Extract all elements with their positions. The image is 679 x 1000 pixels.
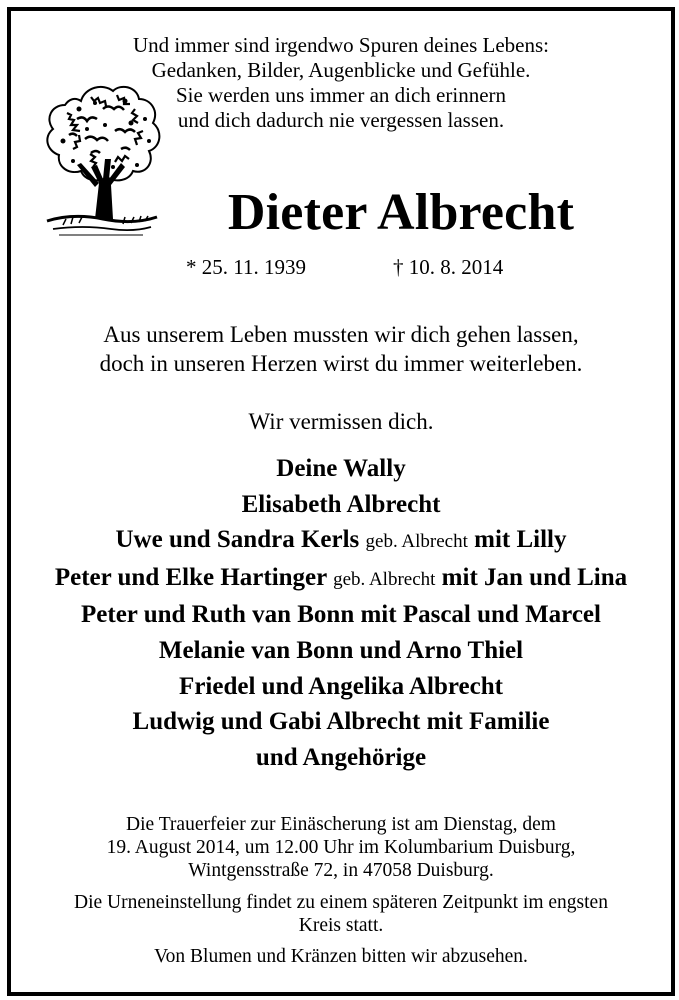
ceremony-line: Die Trauerfeier zur Einäscherung ist am Dienstag, dem xyxy=(126,814,556,835)
obituary-notice xyxy=(7,7,675,996)
mourner-line: Peter und Ruth van Bonn mit Pascal und Marcel xyxy=(81,601,601,629)
death-date: † 10. 8. 2014 xyxy=(393,255,504,279)
verse-line: Gedanken, Bilder, Augenblicke und Gefühle. xyxy=(151,58,531,82)
deceased-name: Dieter Albrecht xyxy=(227,184,575,241)
mourner-name: Uwe und Sandra Kerls xyxy=(115,526,360,554)
verse-line: und dich dadurch nie vergessen lassen. xyxy=(177,108,505,132)
verse-line: Sie werden uns immer an dich erinnern xyxy=(175,83,507,107)
ceremony-line: Wintgensstraße 72, in 47058 Duisburg. xyxy=(188,860,494,881)
mourners-list xyxy=(11,451,671,775)
mourner-line: und Angehörige xyxy=(255,743,427,771)
urn-line: Kreis statt. xyxy=(298,915,384,936)
maiden-name: geb. Albrecht xyxy=(333,568,436,590)
mourner-child: mit Jan und Lina xyxy=(441,563,628,591)
flowers-note: Von Blumen und Kränzen bitten wir abzusehen. xyxy=(154,946,528,967)
mourner-name: Peter und Elke Hartinger xyxy=(54,563,327,591)
maiden-name: geb. Albrecht xyxy=(365,531,468,553)
mourner-line: Elisabeth Albrecht xyxy=(241,490,441,518)
mourner-line xyxy=(11,522,671,560)
miss-you-text: Wir vermissen dich. xyxy=(248,409,434,434)
mourner-line: Melanie van Bonn und Arno Thiel xyxy=(158,636,524,664)
mourner-line: Deine Wally xyxy=(276,455,406,482)
urn-info xyxy=(11,891,671,937)
verse-line: Und immer sind irgendwo Spuren deines Lebens: xyxy=(132,33,550,57)
farewell-text xyxy=(11,320,671,378)
ceremony-line: 19. August 2014, um 12.00 Uhr im Kolumbarium Duisburg, xyxy=(106,837,576,858)
mourner-line: Friedel und Angelika Albrecht xyxy=(179,672,503,700)
mourner-line: Ludwig und Gabi Albrecht mit Familie xyxy=(132,708,550,736)
ceremony-info xyxy=(11,813,671,882)
birth-date: * 25. 11. 1939 xyxy=(186,255,306,279)
farewell-line: Aus unserem Leben mussten wir dich gehen lassen, xyxy=(103,322,579,347)
urn-line: Die Urneneinstellung findet zu einem späteren Zeitpunkt im engsten xyxy=(74,892,608,913)
mourner-line xyxy=(11,560,671,598)
mourner-child: mit Lilly xyxy=(474,526,567,554)
farewell-line: doch in unseren Herzen wirst du immer weiterleben. xyxy=(99,351,583,376)
